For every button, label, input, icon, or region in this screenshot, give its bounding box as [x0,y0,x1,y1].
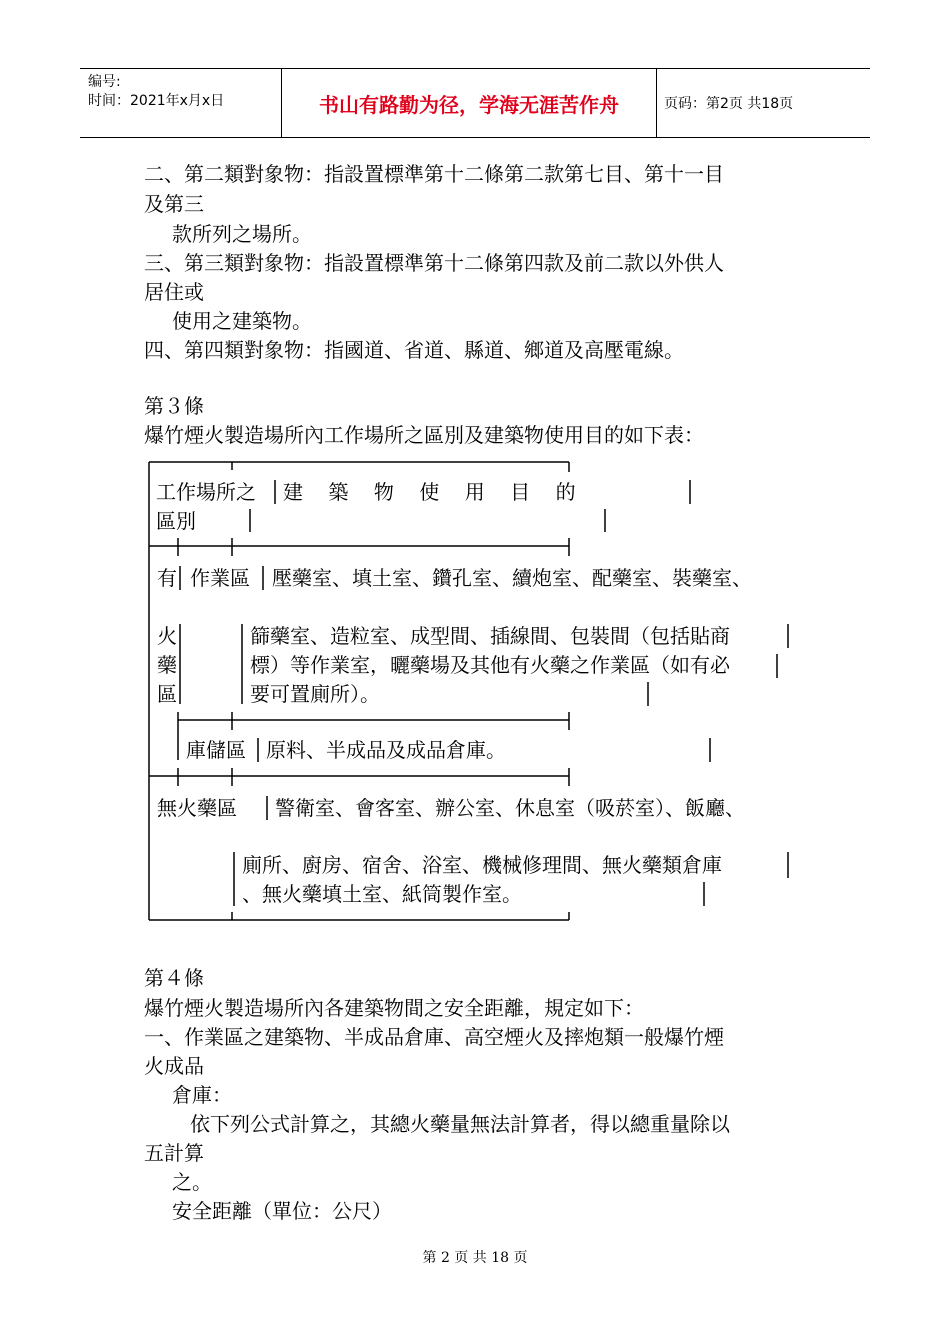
text-line: 依下列公式計算之，其總火藥量無法計算者，得以總重量除以 [190,1112,730,1136]
article-3-text: 爆竹煙火製造場所內工作場所之區別及建築物使用目的如下表： [144,423,704,447]
text-line: 五計算 [144,1141,204,1165]
table-header-place-2: 區別 [156,509,196,533]
table-cell-group: 區 [157,682,177,706]
number-label: 编号: [88,74,121,90]
table-header-place: 工作場所之 [156,480,256,504]
page-label: 页码：第2页 共18页 [664,96,794,112]
time-label: 时间：2021年x月x日 [88,93,225,109]
table-cell-group: 有 [157,566,177,590]
table-cell-usage: 警衛室、會客室、辦公室、休息室（吸菸室）、飯廳、 [275,796,745,820]
table-cell-usage: 壓藥室、填土室、鑽孔室、續炮室、配藥室、裝藥室、 [272,566,752,590]
table-cell-group: 藥 [157,653,177,677]
text-line: 安全距離（單位：公尺） [172,1199,392,1223]
table-cell-zone: 作業區 [190,566,250,590]
table-cell-usage: 標）等作業室，曬藥場及其他有火藥之作業區（如有必 [250,653,730,677]
text-line: 倉庫： [172,1083,232,1107]
table-cell-usage: 廁所、廚房、宿舍、浴室、機械修理間、無火藥類倉庫 [242,853,722,877]
table-cell-zone: 無火藥區 [157,796,237,820]
article-3-title: 第３條 [144,394,204,418]
table-cell-usage: 要可置廁所）。 [250,682,380,706]
table-header-usage: 建 築 物 使 用 目 的 [283,480,576,504]
table-cell-usage: 原料、半成品及成品倉庫。 [266,738,506,762]
table-cell-usage: 、無火藥填土室、紙筒製作室。 [242,882,522,906]
text-line: 之。 [172,1170,212,1194]
article-4-text: 爆竹煙火製造場所內各建築物間之安全距離，規定如下： [144,996,644,1020]
table-cell-usage: 篩藥室、造粒室、成型間、插線間、包裝間（包括貼商 [250,624,730,648]
page-footer: 第 2 页 共 18 页 [422,1250,528,1266]
text-line: 三、第三類對象物：指設置標準第十二條第四款及前二款以外供人 [144,251,724,275]
text-line: 使用之建築物。 [172,309,312,333]
text-line: 一、作業區之建築物、半成品倉庫、高空煙火及摔炮類一般爆竹煙 [144,1025,724,1049]
table-cell-zone: 庫儲區 [186,738,246,762]
text-line: 及第三 [144,192,204,216]
text-line: 四、第四類對象物：指國道、省道、縣道、鄉道及高壓電線。 [144,338,684,362]
motto: 书山有路勤为径，学海无涯苦作舟 [319,92,619,117]
text-line: 款所列之場所。 [172,222,312,246]
table-cell-group: 火 [157,624,177,648]
text-line: 居住或 [144,280,204,304]
text-line: 火成品 [144,1054,204,1078]
article-4-title: 第４條 [144,966,204,990]
text-line: 二、第二類對象物：指設置標準第十二條第二款第七目、第十一目 [144,162,724,186]
